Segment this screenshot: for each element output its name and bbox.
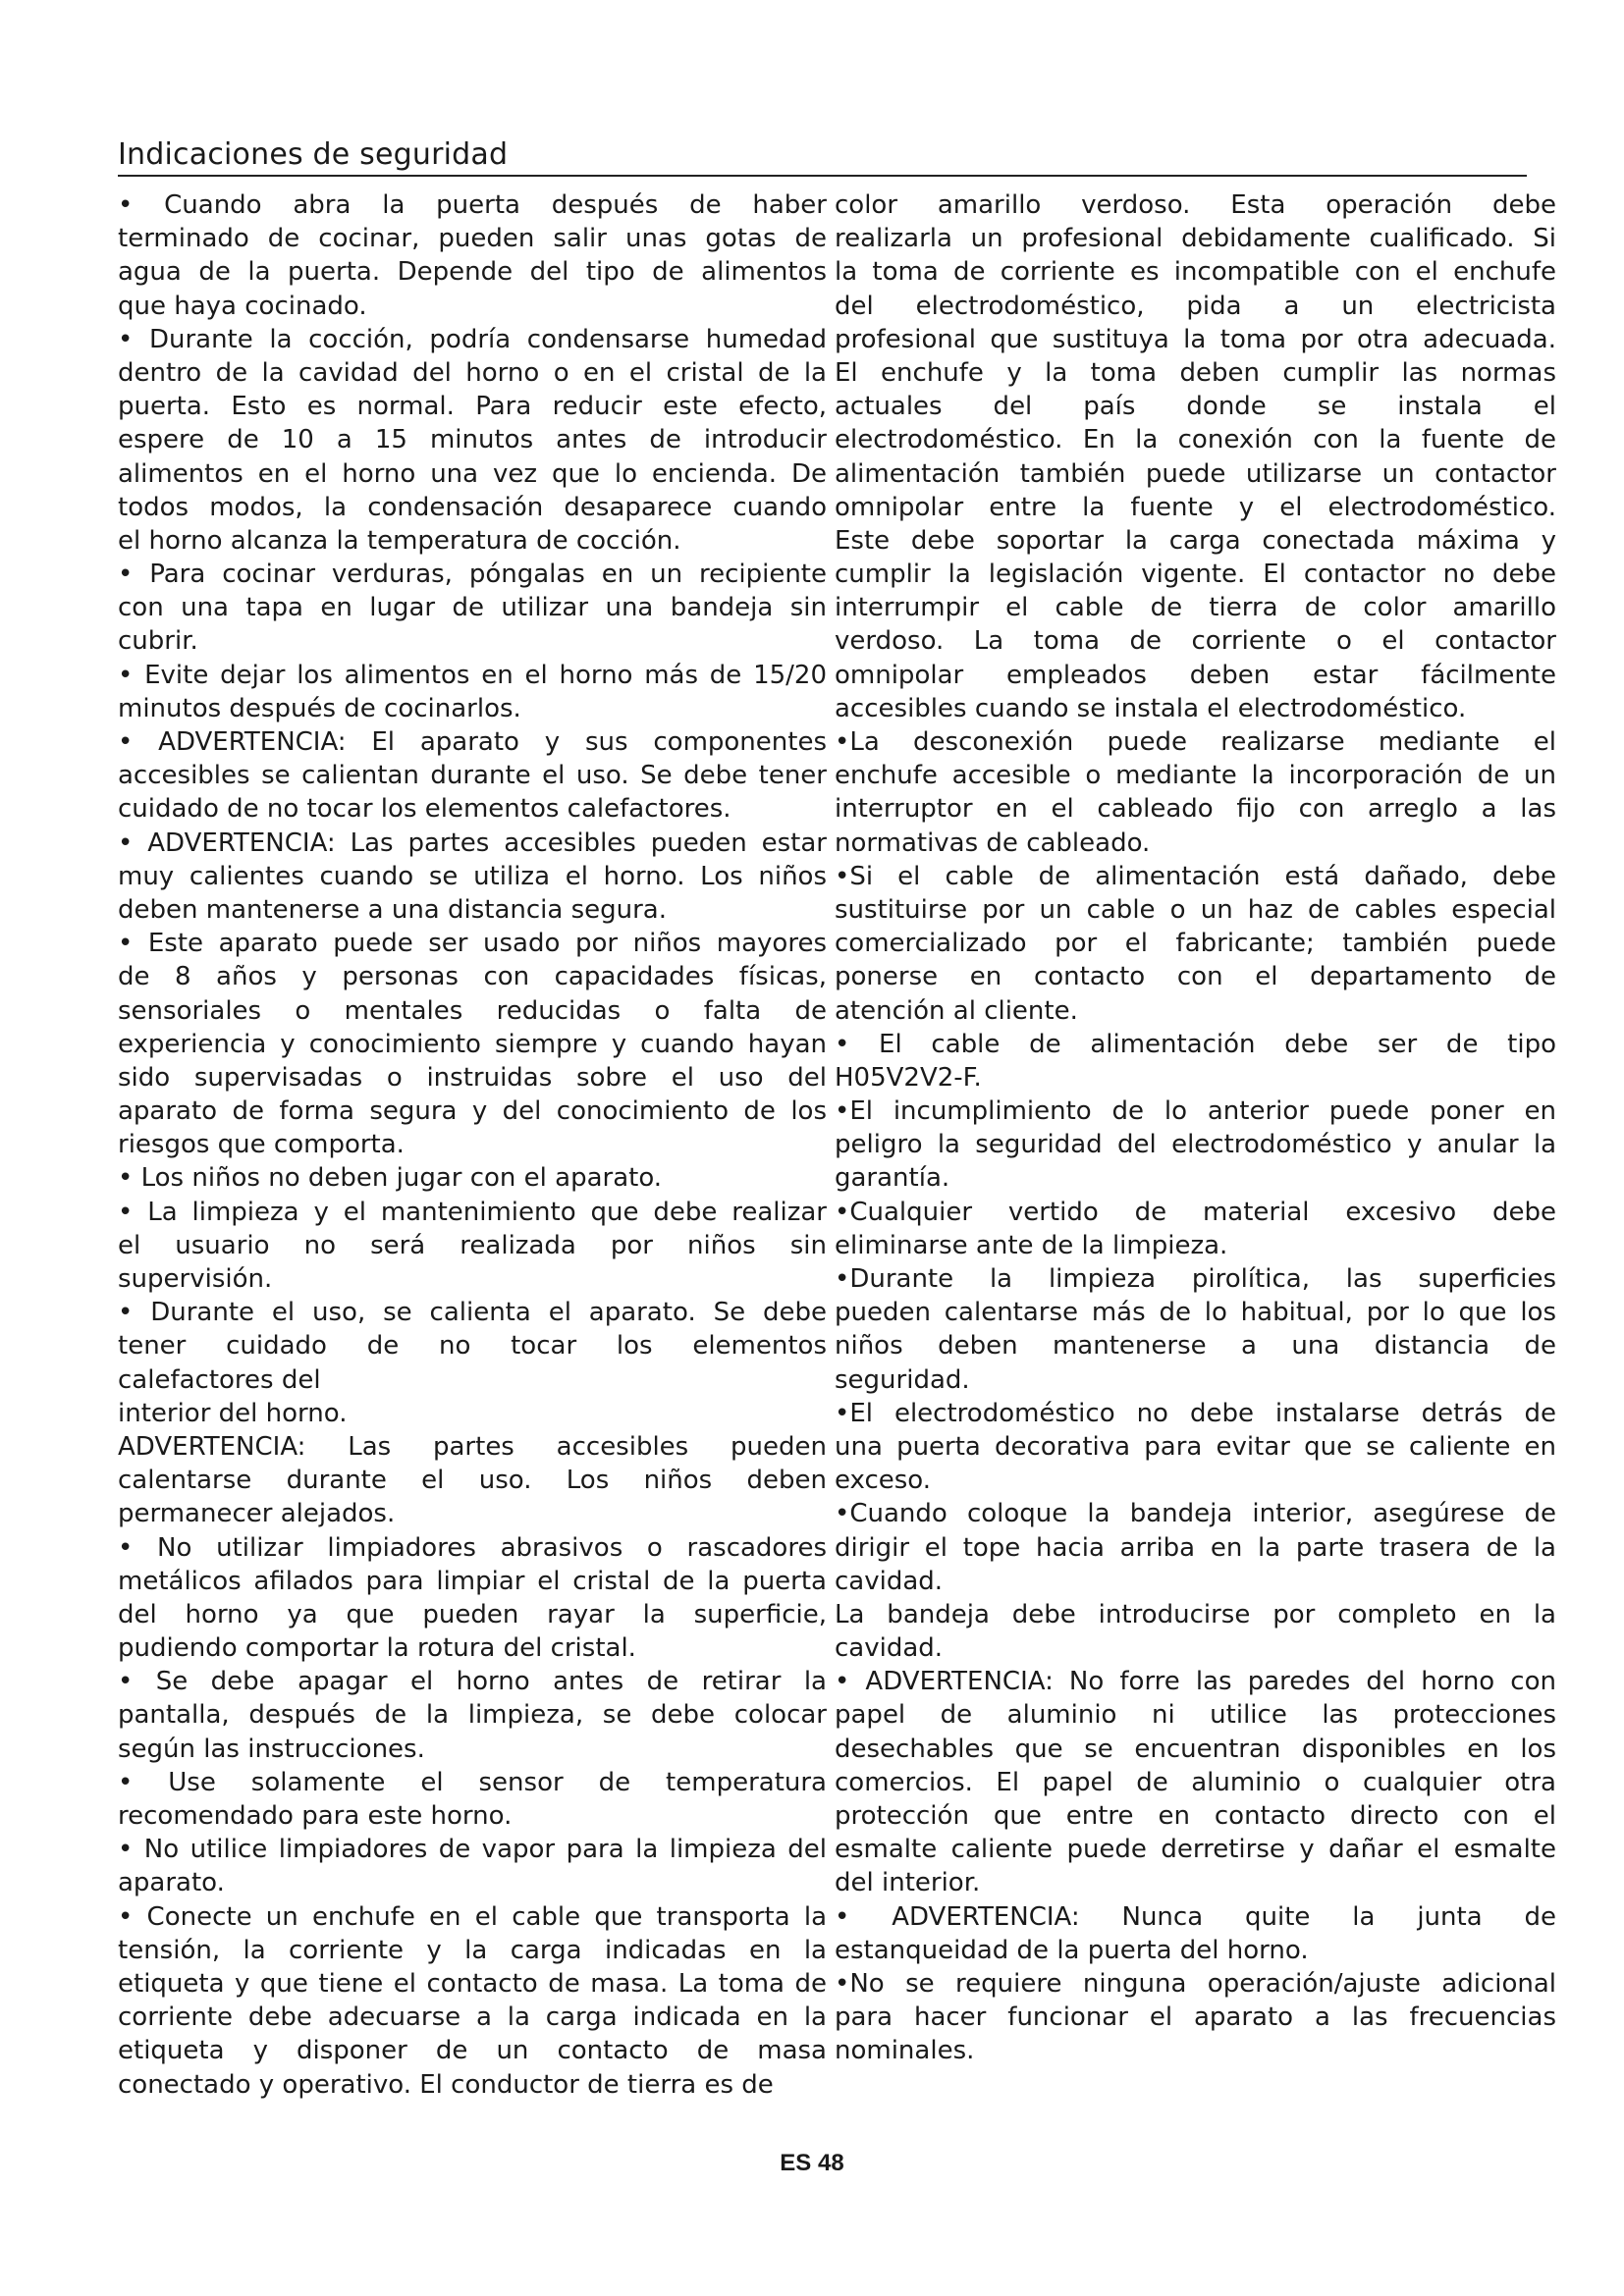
text-line: exceso. [835, 1466, 932, 1496]
text-line: accesibles se calientan durante el uso. Se debe tener [118, 761, 827, 791]
text-line: •Cualquier vertido de material excesivo debe [835, 1197, 1556, 1227]
text-line: etiqueta y que tiene el contacto de masa. La toma de [118, 1968, 827, 1999]
text-line: espere de 10 a 15 minutos antes de introducir [118, 425, 827, 455]
text-line: atención al cliente. [835, 995, 1078, 1026]
text-line: • ADVERTENCIA: Nunca quite la junta de [835, 1901, 1556, 1932]
text-line: realizarla un profesional debidamente cualificado. Si [835, 224, 1556, 254]
text-line: electrodoméstico. En la conexión con la fuente de [835, 425, 1556, 455]
text-line: • Use solamente el sensor de temperatura [118, 1767, 827, 1797]
text-line: la toma de corriente es incompatible con el enchufe [835, 257, 1556, 288]
text-line: dentro de la cavidad del horno o en el cristal de la [118, 357, 827, 388]
text-line: papel de aluminio ni utilice las protecciones [835, 1700, 1556, 1731]
text-line: • ADVERTENCIA: Las partes accesibles pueden estar [118, 828, 827, 858]
text-line: según las instrucciones. [118, 1734, 425, 1764]
text-line: con una tapa en lugar de utilizar una bandeja sin [118, 593, 827, 623]
text-line: riesgos que comporta. [118, 1130, 405, 1160]
text-line: verdoso. La toma de corriente o el contactor [835, 626, 1556, 657]
text-line: cubrir. [118, 626, 198, 657]
text-line: alimentación también puede utilizarse un contactor [835, 458, 1556, 489]
text-line: que haya cocinado. [118, 291, 367, 321]
text-line: minutos después de cocinarlos. [118, 693, 521, 723]
text-line: profesional que sustituya la toma por otra adecuada. [835, 324, 1556, 354]
text-line: una puerta decorativa para evitar que se caliente en [835, 1431, 1556, 1462]
text-line: interrumpir el cable de tierra de color amarillo [835, 593, 1556, 623]
text-line: aparato de forma segura y del conocimiento de los [118, 1096, 827, 1127]
text-line: sensoriales o mentales reducidas o falta de [118, 995, 827, 1026]
text-line: ponerse en contacto con el departamento de [835, 962, 1556, 992]
text-line: calentarse durante el uso. Los niños deben [118, 1466, 827, 1496]
text-line: •Durante la limpieza pirolítica, las superficies [835, 1264, 1556, 1294]
text-line: actuales del país donde se instala el [835, 392, 1556, 422]
text-line: El enchufe y la toma deben cumplir las normas [835, 357, 1556, 388]
text-line: interior del horno. [118, 1398, 348, 1428]
text-line: protección que entre en contacto directo con el [835, 1801, 1556, 1831]
text-line: de 8 años y personas con capacidades físicas, [118, 962, 827, 992]
text-line: peligro la seguridad del electrodoméstico y anular la [835, 1130, 1556, 1160]
text-line: •El incumplimiento de lo anterior puede poner en [835, 1096, 1556, 1127]
text-line: cumplir la legislación vigente. El contactor no debe [835, 560, 1556, 590]
text-line: accesibles cuando se instala el electrodoméstico. [835, 693, 1467, 723]
text-line: La bandeja debe introducirse por completo en la [835, 1599, 1556, 1629]
page-title: Indicaciones de seguridad [118, 137, 509, 172]
text-line: experiencia y conocimiento siempre y cuando hayan [118, 1029, 827, 1059]
text-line: eliminarse ante de la limpieza. [835, 1230, 1228, 1260]
text-line: color amarillo verdoso. Esta operación debe [835, 190, 1556, 220]
text-line: nominales. [835, 2036, 975, 2066]
text-line: • El cable de alimentación debe ser de tipo [835, 1029, 1556, 1059]
text-line: recomendado para este horno. [118, 1801, 513, 1831]
text-line: • No utilizar limpiadores abrasivos o rascadores [118, 1532, 827, 1563]
text-line: el usuario no será realizada por niños sin [118, 1230, 827, 1260]
text-line: garantía. [835, 1163, 950, 1194]
text-line: tener cuidado de no tocar los elementos [118, 1331, 827, 1362]
text-line: esmalte caliente puede derretirse y dañar el esmalte [835, 1835, 1556, 1865]
text-line: • Los niños no deben jugar con el aparato. [118, 1163, 663, 1194]
text-line: cavidad. [835, 1566, 944, 1596]
text-line: supervisión. [118, 1264, 273, 1294]
text-line: sustituirse por un cable o un haz de cables especial [835, 894, 1556, 925]
text-line: muy calientes cuando se utiliza el horno. Los niños [118, 861, 827, 891]
text-line: ADVERTENCIA: Las partes accesibles pueden [118, 1431, 827, 1462]
text-line: cuidado de no tocar los elementos calefactores. [118, 794, 731, 825]
text-line: • Para cocinar verduras, póngalas en un recipiente [118, 560, 827, 590]
left-text-column [118, 188, 827, 2102]
text-line: Este debe soportar la carga conectada máxima y [835, 525, 1556, 556]
text-line: todos modos, la condensación desaparece cuando [118, 492, 827, 522]
text-line: •La desconexión puede realizarse mediante el [835, 727, 1556, 757]
text-line: seguridad. [835, 1364, 970, 1395]
text-line: deben mantenerse a una distancia segura. [118, 894, 667, 925]
text-line: sido supervisadas o instruidas sobre el uso del [118, 1062, 827, 1093]
text-line: niños deben mantenerse a una distancia de [835, 1331, 1556, 1362]
text-line: alimentos en el horno una vez que lo encienda. De [118, 458, 827, 489]
text-line: pudiendo comportar la rotura del cristal. [118, 1633, 636, 1664]
text-line: omnipolar empleados deben estar fácilmente [835, 660, 1556, 690]
text-line: •No se requiere ninguna operación/ajuste adicional [835, 1968, 1556, 1999]
text-line: enchufe accesible o mediante la incorporación de un [835, 761, 1556, 791]
text-line: calefactores del [118, 1364, 321, 1395]
text-line: corriente debe adecuarse a la carga indicada en la [118, 2002, 827, 2033]
text-line: normativas de cableado. [835, 828, 1151, 858]
text-line: •Cuando coloque la bandeja interior, asegúrese de [835, 1499, 1556, 1529]
text-line: • Este aparato puede ser usado por niños mayores [118, 929, 827, 959]
text-line: • No utilice limpiadores de vapor para la limpieza del [118, 1835, 827, 1865]
text-line: H05V2V2-F. [835, 1062, 982, 1093]
text-line: • Cuando abra la puerta después de haber [118, 190, 827, 220]
text-line: •Si el cable de alimentación está dañado, debe [835, 861, 1556, 891]
text-line: • Evite dejar los alimentos en el horno más de 15/20 [118, 660, 827, 690]
text-line: para hacer funcionar el aparato a las frecuencias [835, 2002, 1556, 2033]
text-line: permanecer alejados. [118, 1499, 396, 1529]
text-line: • ADVERTENCIA: El aparato y sus componentes [118, 727, 827, 757]
text-line: terminado de cocinar, pueden salir unas gotas de [118, 224, 827, 254]
section-header [118, 130, 1527, 177]
text-line: conectado y operativo. El conductor de tierra es de [118, 2069, 774, 2100]
text-line: desechables que se encuentran disponibles en los [835, 1734, 1556, 1764]
text-line: puerta. Esto es normal. Para reducir este efecto, [118, 392, 827, 422]
text-line: comercios. El papel de aluminio o cualquier otra [835, 1767, 1556, 1797]
text-line: • Se debe apagar el horno antes de retirar la [118, 1667, 827, 1697]
text-line: • Conecte un enchufe en el cable que transporta la [118, 1901, 827, 1932]
text-line: agua de la puerta. Depende del tipo de alimentos [118, 257, 827, 288]
text-line: metálicos afilados para limpiar el cristal de la puerta [118, 1566, 827, 1596]
text-line: estanqueidad de la puerta del horno. [835, 1935, 1309, 1965]
text-line: del electrodoméstico, pida a un electricista [835, 291, 1556, 321]
text-line: comercializado por el fabricante; también puede [835, 929, 1556, 959]
text-line: •El electrodoméstico no debe instalarse detrás de [835, 1398, 1556, 1428]
text-line: pueden calentarse más de lo habitual, por lo que los [835, 1298, 1556, 1328]
text-line: • Durante la cocción, podría condensarse humedad [118, 324, 827, 354]
text-line: pantalla, después de la limpieza, se debe colocar [118, 1700, 827, 1731]
text-line: el horno alcanza la temperatura de cocción. [118, 525, 681, 556]
text-line: • ADVERTENCIA: No forre las paredes del horno con [835, 1667, 1556, 1697]
text-line: tensión, la corriente y la carga indicadas en la [118, 1935, 827, 1965]
text-line: interruptor en el cableado fijo con arreglo a las [835, 794, 1556, 825]
text-line: del interior. [835, 1868, 981, 1898]
text-line: aparato. [118, 1868, 225, 1898]
right-text-column [835, 188, 1556, 2068]
text-line: dirigir el tope hacia arriba en la parte trasera de la [835, 1532, 1556, 1563]
text-line: cavidad. [835, 1633, 944, 1664]
text-line: del horno ya que pueden rayar la superficie, [118, 1599, 827, 1629]
text-line: • Durante el uso, se calienta el aparato. Se debe [118, 1298, 827, 1328]
text-line: etiqueta y disponer de un contacto de masa [118, 2036, 827, 2066]
page-number: ES 48 [780, 2150, 844, 2176]
text-line: • La limpieza y el mantenimiento que debe realizar [118, 1197, 827, 1227]
text-line: omnipolar entre la fuente y el electrodoméstico. [835, 492, 1556, 522]
